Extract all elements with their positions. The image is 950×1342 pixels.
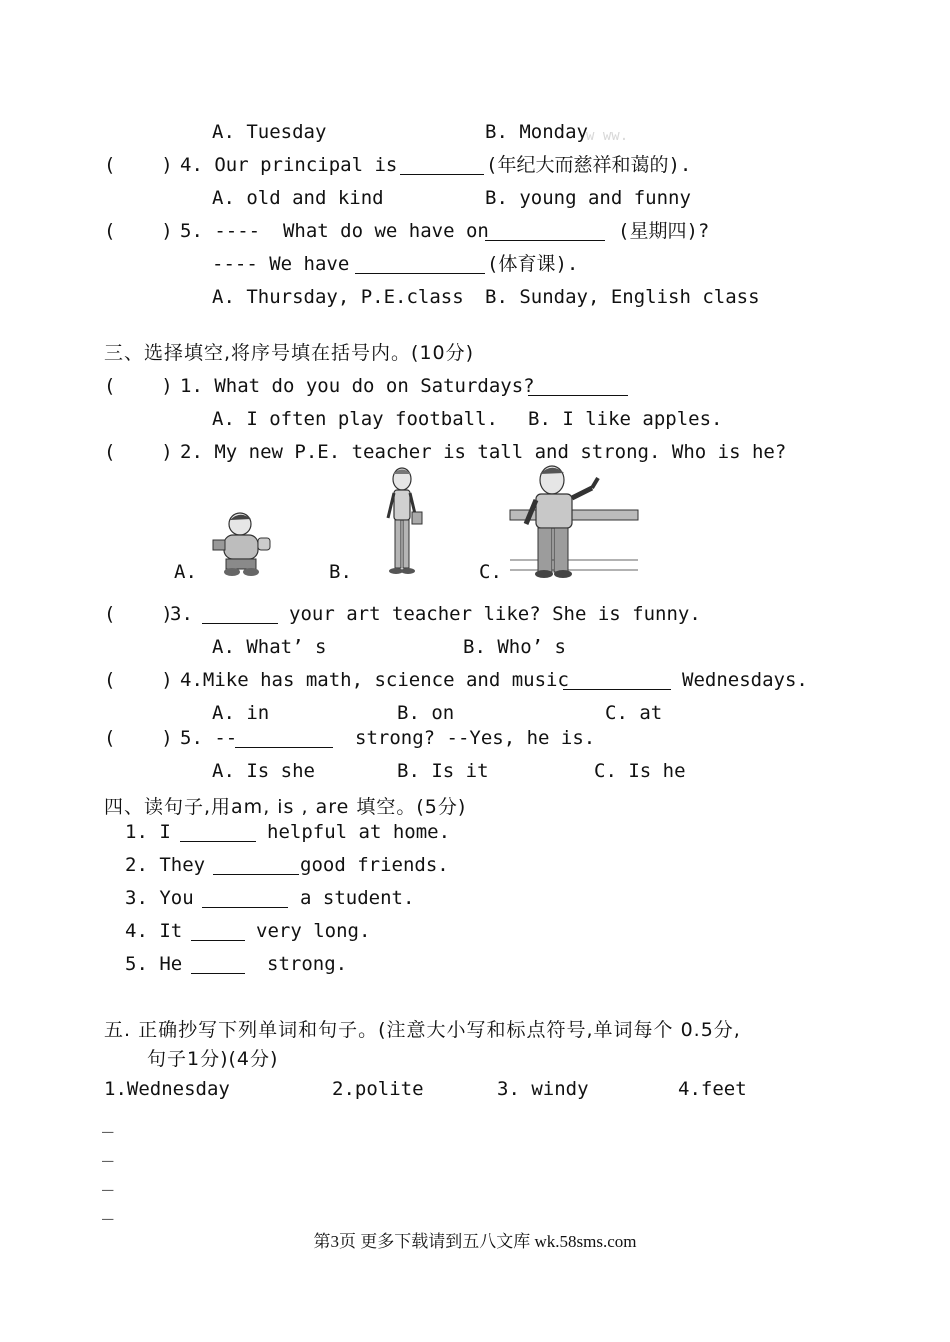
blank-line (191, 940, 245, 941)
blank-line (400, 174, 484, 175)
option-c: C. Is he (594, 760, 686, 782)
question-tail: strong? --Yes, he is. (355, 727, 596, 749)
copy-word: 4.feet (678, 1078, 747, 1100)
blank-line (191, 973, 245, 974)
option-a: A. old and kind (212, 187, 384, 209)
blank-line (202, 623, 278, 624)
question-stem: 5. -- (180, 727, 238, 749)
picture-label-b: B. (329, 561, 352, 583)
option-b: B. I like apples. (528, 408, 723, 430)
answer-paren: ( ) (104, 603, 173, 625)
question-stem: 4. Our principal is (180, 154, 398, 176)
option-a: A. in (212, 702, 270, 724)
option-b: B. young and funny (485, 187, 691, 209)
picture-a-short-boy (208, 510, 280, 578)
blank-line (180, 841, 256, 842)
question-line2: ---- We have (212, 253, 350, 275)
blank-line (355, 273, 485, 274)
copy-word: 1.Wednesday (104, 1078, 230, 1100)
blank-line (202, 907, 288, 908)
writing-line: _ (102, 1198, 114, 1220)
q3-option-b: B. Monday (485, 121, 588, 143)
copy-word: 3. windy (497, 1078, 589, 1100)
option-b: B. Who’ s (463, 636, 566, 658)
section-title: 五. 正确抄写下列单词和句子。(注意大小写和标点符号,单词每个 0.5分, (104, 1019, 741, 1041)
writing-line: _ (102, 1169, 114, 1191)
fill-item-pre: 4. It (125, 920, 183, 942)
question-line2-tail: (体育课). (487, 253, 579, 275)
blank-line (528, 395, 628, 396)
answer-paren: ( ) (104, 220, 173, 242)
option-c: C. at (605, 702, 663, 724)
writing-line: _ (102, 1111, 114, 1133)
option-a: A. What’ s (212, 636, 327, 658)
question-stem: 2. My new P.E. teacher is tall and strong. Who is he? (180, 441, 787, 463)
question-stem: 5. ---- What do we have on (180, 220, 489, 242)
blank-line (563, 689, 671, 690)
picture-c-strong-man (508, 462, 640, 580)
fill-item-pre: 2. They (125, 854, 206, 876)
question-stem: 4.Mike has math, science and music (180, 669, 569, 691)
question-tail: (星期四)? (618, 220, 710, 242)
answer-paren: ( ) (104, 375, 173, 397)
picture-label-c: C. (479, 561, 502, 583)
fill-item-post: strong. (267, 953, 348, 975)
option-b: B. Is it (397, 760, 489, 782)
section-title: 三、选择填空,将序号填在括号内。(10分) (104, 342, 475, 364)
question-stem: your art teacher like? She is funny. (289, 603, 701, 625)
question-number: 3. (170, 603, 193, 625)
answer-paren: ( ) (104, 154, 173, 176)
picture-label-a: A. (174, 561, 197, 583)
question-stem: 1. What do you do on Saturdays? (180, 375, 535, 397)
answer-paren: ( ) (104, 441, 173, 463)
watermark: w ww. (586, 128, 629, 144)
answer-paren: ( ) (104, 669, 173, 691)
writing-line: _ (102, 1140, 114, 1162)
question-tail: (年纪大而慈祥和蔼的). (486, 154, 692, 176)
blank-line (235, 747, 333, 748)
fill-item-pre: 5. He (125, 953, 183, 975)
option-b: B. on (397, 702, 455, 724)
copy-word: 2.polite (332, 1078, 424, 1100)
blank-line (485, 240, 605, 241)
question-tail: Wednesdays. (682, 669, 808, 691)
section-title-cont: 句子1分)(4分) (147, 1048, 279, 1070)
fill-item-post: very long. (256, 920, 371, 942)
fill-item-pre: 3. You (125, 887, 194, 909)
option-a: A. I often play football. (212, 408, 498, 430)
option-b: B. Sunday, English class (485, 286, 760, 308)
q3-option-a: A. Tuesday (212, 121, 327, 143)
page-footer: 第3页 更多下载请到五八文库 wk.58sms.com (313, 1232, 637, 1251)
option-a: A. Is she (212, 760, 315, 782)
option-a: A. Thursday, P.E.class (212, 286, 464, 308)
section-title: 四、读句子,用am, is , are 填空。(5分) (104, 796, 467, 818)
fill-item-post: a student. (300, 887, 415, 909)
answer-paren: ( ) (104, 727, 173, 749)
fill-item-pre: 1. I (125, 821, 171, 843)
blank-line (213, 874, 299, 875)
fill-item-post: good friends. (300, 854, 449, 876)
picture-b-tall-boy (378, 466, 430, 578)
fill-item-post: helpful at home. (267, 821, 451, 843)
